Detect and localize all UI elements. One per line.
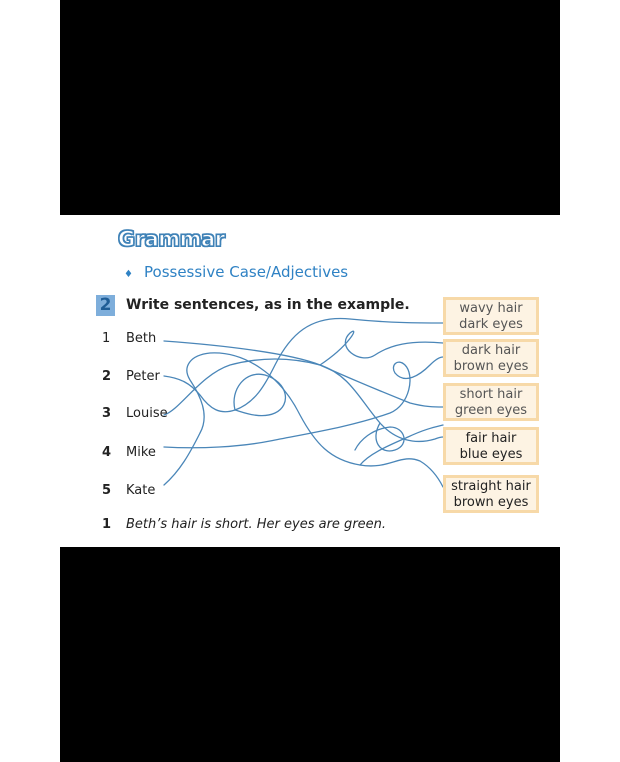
example-sentence [102, 517, 386, 532]
feature-eyes: green eyes [454, 403, 528, 418]
name-row-1 [102, 331, 156, 346]
person-name: Beth [126, 331, 157, 346]
row-number: 3 [102, 406, 112, 421]
top-black-band [60, 0, 560, 215]
line-beth [164, 341, 443, 407]
person-name: Louise [126, 406, 168, 421]
row-number: 1 [102, 331, 111, 346]
exercise-instruction: Write sentences, as in the example. [126, 297, 410, 313]
person-name: Mike [126, 445, 156, 460]
subtitle-text: Possessive Case/Adjectives [144, 263, 349, 281]
example-number: 1 [102, 517, 112, 532]
section-title: Grammar [118, 227, 225, 251]
line-louise-branch [355, 423, 404, 451]
exercise-number: 2 [96, 295, 115, 316]
feature-box-4 [443, 427, 539, 465]
name-row-2 [102, 369, 160, 384]
feature-box-1 [443, 297, 539, 335]
example-text: Beth’s hair is short. Her eyes are green. [126, 517, 387, 532]
feature-eyes: blue eyes [459, 447, 523, 462]
feature-box-5 [443, 475, 539, 513]
feature-hair: short hair [459, 387, 523, 402]
line-peter [164, 318, 443, 411]
feature-eyes: dark eyes [459, 317, 523, 332]
line-kate [164, 353, 443, 487]
line-peter-loop [234, 374, 285, 415]
diamond-bullet-icon: ♦ [124, 269, 133, 280]
feature-hair: wavy hair [459, 301, 523, 316]
row-number: 5 [102, 483, 112, 498]
name-row-3 [102, 406, 168, 421]
feature-box-2 [443, 339, 539, 377]
textbook-page [60, 215, 560, 547]
feature-hair: straight hair [451, 479, 531, 494]
name-row-5 [102, 483, 155, 498]
person-name: Kate [126, 483, 156, 498]
row-number: 4 [102, 445, 112, 460]
person-name: Peter [126, 369, 160, 384]
feature-hair: fair hair [465, 431, 517, 446]
feature-hair: dark hair [461, 343, 521, 358]
bottom-black-band [60, 547, 560, 762]
row-number: 2 [102, 369, 112, 384]
line-louise [164, 359, 443, 441]
feature-eyes: brown eyes [453, 359, 529, 374]
name-row-4 [102, 445, 156, 460]
feature-eyes: brown eyes [453, 495, 529, 510]
feature-box-3 [443, 383, 539, 421]
line-beth-loop [320, 331, 443, 365]
